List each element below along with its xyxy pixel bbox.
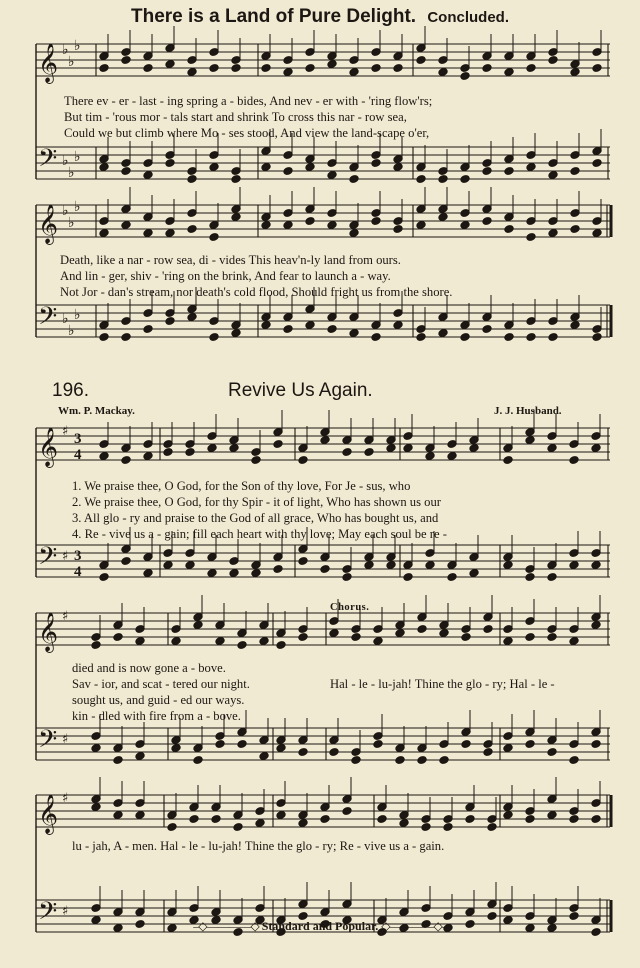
note-head bbox=[425, 561, 435, 570]
note-head bbox=[371, 159, 381, 168]
note-head bbox=[113, 633, 123, 642]
note-head bbox=[351, 756, 361, 765]
note-head bbox=[364, 561, 374, 570]
sharp-icon: ♯ bbox=[62, 549, 69, 564]
note-head bbox=[143, 452, 153, 461]
note-head bbox=[251, 456, 261, 465]
lyric-line: Not Jor - dan's stream, nor death's cold flood, Should fright us from the shore. bbox=[60, 285, 453, 299]
note-head bbox=[386, 561, 396, 570]
note-head bbox=[320, 436, 330, 445]
note-head bbox=[417, 756, 427, 765]
note-head bbox=[504, 68, 514, 77]
note-head bbox=[187, 175, 197, 184]
note-head bbox=[460, 221, 470, 230]
lyric-line: 3. All glo - ry and praise to the God of all grace, Who has bought us, and bbox=[72, 511, 439, 525]
note-head bbox=[591, 815, 601, 824]
note-head bbox=[327, 325, 337, 334]
note-head bbox=[395, 756, 405, 765]
note-head bbox=[592, 333, 602, 342]
hymn1-system1-lyrics bbox=[64, 93, 432, 141]
note-head bbox=[570, 68, 580, 77]
note-head bbox=[439, 629, 449, 638]
note-head bbox=[211, 815, 221, 824]
note-head bbox=[483, 748, 493, 757]
treble-clef-icon: 𝄞 bbox=[38, 427, 59, 467]
note-head bbox=[143, 325, 153, 334]
note-head bbox=[215, 740, 225, 749]
note-head bbox=[231, 64, 241, 73]
flat-icon: ♭ bbox=[68, 54, 75, 70]
note-head bbox=[526, 64, 536, 73]
note-head bbox=[329, 629, 339, 638]
hymn2-system2-verse-lyrics bbox=[72, 660, 250, 724]
note-head bbox=[259, 752, 269, 761]
note-head bbox=[569, 456, 579, 465]
note-head bbox=[447, 573, 457, 582]
note-head bbox=[229, 569, 239, 578]
note-head bbox=[135, 752, 145, 761]
bass-clef-icon: 𝄢 bbox=[38, 725, 58, 760]
footer bbox=[0, 919, 640, 934]
sharp-icon: ♯ bbox=[62, 609, 69, 624]
hymn2-title: Revive Us Again. bbox=[228, 380, 373, 401]
note-head bbox=[329, 748, 339, 757]
hymn1-title: There is a Land of Pure Delight. bbox=[131, 6, 417, 27]
note-head bbox=[237, 740, 247, 749]
note-head bbox=[276, 811, 286, 820]
note-head bbox=[548, 171, 558, 180]
note-head bbox=[261, 64, 271, 73]
note-head bbox=[283, 68, 293, 77]
sharp-icon: ♯ bbox=[62, 904, 69, 919]
time-signature-top: 3 bbox=[74, 431, 82, 447]
note-head bbox=[416, 221, 426, 230]
note-head bbox=[482, 167, 492, 176]
note-head bbox=[171, 744, 181, 753]
flat-icon: ♭ bbox=[62, 42, 69, 58]
note-head bbox=[143, 569, 153, 578]
lyric-line: sought us, and guid - ed our ways. bbox=[72, 693, 245, 707]
note-head bbox=[403, 444, 413, 453]
note-head bbox=[503, 637, 513, 646]
note-head bbox=[189, 815, 199, 824]
note-head bbox=[591, 444, 601, 453]
note-head bbox=[371, 217, 381, 226]
sharp-icon: ♯ bbox=[62, 424, 69, 439]
note-head bbox=[416, 56, 426, 65]
ornament-left-icon: –◇————◇ bbox=[193, 919, 259, 933]
note-head bbox=[231, 329, 241, 338]
note-head bbox=[209, 233, 219, 242]
note-head bbox=[461, 633, 471, 642]
note-head bbox=[417, 625, 427, 634]
note-head bbox=[591, 740, 601, 749]
bass-clef-icon: 𝄢 bbox=[38, 542, 58, 577]
note-head bbox=[298, 748, 308, 757]
note-head bbox=[91, 803, 101, 812]
note-head bbox=[121, 456, 131, 465]
note-head bbox=[504, 333, 514, 342]
note-head bbox=[371, 333, 381, 342]
note-head bbox=[460, 333, 470, 342]
note-head bbox=[465, 815, 475, 824]
note-head bbox=[526, 163, 536, 172]
note-head bbox=[233, 823, 243, 832]
note-head bbox=[259, 637, 269, 646]
hymn2-chorus-lyric: Hal - le - lu-jah! Thine the glo - ry; Hal - le - bbox=[330, 677, 555, 691]
note-head bbox=[276, 744, 286, 753]
time-signature-top: 3 bbox=[74, 548, 82, 564]
time-signature-bottom: 4 bbox=[74, 564, 82, 580]
note-head bbox=[193, 756, 203, 765]
treble-clef-icon: 𝄞 bbox=[38, 794, 59, 834]
note-head bbox=[283, 325, 293, 334]
hymn2-system1-lyrics bbox=[72, 478, 447, 542]
time-signature-bottom: 4 bbox=[74, 447, 82, 463]
flat-icon: ♭ bbox=[62, 311, 69, 327]
lyric-line: 2. We praise thee, O God, for thy Spir - it of light, Who has shown us our bbox=[72, 495, 441, 509]
note-head bbox=[439, 756, 449, 765]
note-head bbox=[251, 569, 261, 578]
lyric-line: Sav - ior, and scat - tered our night. bbox=[72, 677, 250, 691]
hymn2-music-credit: J. J. Husband. bbox=[494, 405, 562, 417]
flat-icon: ♭ bbox=[62, 203, 69, 219]
lyric-line: But tim - 'rous mor - tals start and shrink To cross this nar - row sea, bbox=[64, 110, 407, 124]
note-head bbox=[592, 159, 602, 168]
lyric-line: 1. We praise thee, O God, for the Son of thy love, For Je - sus, who bbox=[72, 479, 411, 493]
note-head bbox=[143, 171, 153, 180]
note-head bbox=[165, 317, 175, 326]
note-head bbox=[237, 641, 247, 650]
note-head bbox=[416, 175, 426, 184]
note-head bbox=[548, 56, 558, 65]
note-head bbox=[121, 557, 131, 566]
note-head bbox=[135, 637, 145, 646]
flat-icon: ♭ bbox=[74, 149, 81, 165]
note-head bbox=[349, 68, 359, 77]
note-head bbox=[438, 175, 448, 184]
note-head bbox=[395, 629, 405, 638]
note-head bbox=[548, 229, 558, 238]
lyric-line: Death, like a nar - row sea, di - vides This heav'n-ly land from ours. bbox=[60, 253, 401, 267]
note-head bbox=[469, 569, 479, 578]
note-head bbox=[99, 452, 109, 461]
ornament-right-icon: ◇————◇– bbox=[381, 919, 447, 933]
note-head bbox=[438, 329, 448, 338]
note-head bbox=[569, 756, 579, 765]
note-head bbox=[298, 819, 308, 828]
note-head bbox=[113, 811, 123, 820]
note-head bbox=[460, 72, 470, 81]
note-head bbox=[461, 740, 471, 749]
note-head bbox=[447, 452, 457, 461]
note-head bbox=[99, 573, 109, 582]
note-head bbox=[99, 163, 109, 172]
note-head bbox=[273, 565, 283, 574]
note-head bbox=[342, 573, 352, 582]
note-head bbox=[327, 60, 337, 69]
treble-clef-icon: 𝄞 bbox=[38, 43, 59, 83]
lyric-line: died and is now gone a - bove. bbox=[72, 661, 226, 675]
note-head bbox=[570, 321, 580, 330]
note-head bbox=[298, 557, 308, 566]
note-head bbox=[320, 565, 330, 574]
note-head bbox=[185, 561, 195, 570]
note-head bbox=[99, 333, 109, 342]
note-head bbox=[503, 561, 513, 570]
note-head bbox=[460, 175, 470, 184]
note-head bbox=[163, 561, 173, 570]
note-head bbox=[143, 64, 153, 73]
flat-icon: ♭ bbox=[74, 38, 81, 54]
hymn2-number: 196. bbox=[52, 380, 89, 401]
note-head bbox=[91, 744, 101, 753]
note-head bbox=[525, 436, 535, 445]
note-head bbox=[193, 621, 203, 630]
note-head bbox=[393, 321, 403, 330]
note-head bbox=[525, 740, 535, 749]
treble-clef-icon: 𝄞 bbox=[38, 612, 59, 652]
note-head bbox=[425, 452, 435, 461]
note-head bbox=[121, 221, 131, 230]
note-head bbox=[547, 444, 557, 453]
note-head bbox=[503, 456, 513, 465]
note-head bbox=[416, 333, 426, 342]
note-head bbox=[261, 321, 271, 330]
note-head bbox=[187, 225, 197, 234]
note-head bbox=[482, 64, 492, 73]
note-head bbox=[482, 217, 492, 226]
note-head bbox=[113, 756, 123, 765]
note-head bbox=[503, 811, 513, 820]
hymn2-system3-lyrics: lu - jah, A - men. Hal - le - lu-jah! Thine the glo - ry; Re - vive us a - gain. bbox=[72, 839, 445, 853]
note-head bbox=[591, 621, 601, 630]
note-head bbox=[320, 815, 330, 824]
note-head bbox=[187, 68, 197, 77]
note-head bbox=[231, 213, 241, 222]
note-head bbox=[207, 444, 217, 453]
note-head bbox=[547, 811, 557, 820]
note-head bbox=[165, 159, 175, 168]
note-head bbox=[167, 823, 177, 832]
note-head bbox=[209, 163, 219, 172]
lyric-line: And lin - ger, shiv - 'ring on the brink, And fear to launch a - way. bbox=[60, 269, 391, 283]
note-head bbox=[526, 333, 536, 342]
note-head bbox=[215, 637, 225, 646]
treble-clef-icon: 𝄞 bbox=[38, 204, 59, 244]
note-head bbox=[99, 64, 109, 73]
chorus-label: Chorus. bbox=[330, 602, 370, 613]
lyric-line: kin - dled with fire from a - bove. bbox=[72, 709, 241, 723]
note-head bbox=[386, 444, 396, 453]
note-head bbox=[185, 448, 195, 457]
note-head bbox=[327, 171, 337, 180]
note-head bbox=[283, 167, 293, 176]
note-head bbox=[570, 225, 580, 234]
bass-clef-icon: 𝄢 bbox=[38, 302, 58, 337]
note-head bbox=[207, 569, 217, 578]
note-head bbox=[298, 633, 308, 642]
bass-clef-icon: 𝄢 bbox=[38, 144, 58, 179]
note-head bbox=[229, 444, 239, 453]
note-head bbox=[569, 561, 579, 570]
note-head bbox=[503, 744, 513, 753]
note-head bbox=[342, 807, 352, 816]
note-head bbox=[305, 64, 315, 73]
note-head bbox=[209, 333, 219, 342]
flat-icon: ♭ bbox=[68, 165, 75, 181]
note-head bbox=[482, 325, 492, 334]
note-head bbox=[276, 641, 286, 650]
note-head bbox=[121, 56, 131, 65]
note-head bbox=[349, 229, 359, 238]
note-head bbox=[371, 64, 381, 73]
flat-icon: ♭ bbox=[68, 215, 75, 231]
note-head bbox=[99, 229, 109, 238]
lyric-line: There ev - er - last - ing spring a - bides, And nev - er with - 'ring flow'rs; bbox=[64, 94, 433, 108]
note-head bbox=[305, 217, 315, 226]
note-head bbox=[305, 163, 315, 172]
note-head bbox=[165, 60, 175, 69]
note-head bbox=[569, 815, 579, 824]
note-head bbox=[342, 448, 352, 457]
note-head bbox=[438, 68, 448, 77]
note-head bbox=[443, 823, 453, 832]
note-head bbox=[373, 637, 383, 646]
note-head bbox=[364, 448, 374, 457]
note-head bbox=[305, 321, 315, 330]
bass-clef-icon: 𝄢 bbox=[38, 897, 58, 932]
note-head bbox=[547, 573, 557, 582]
note-head bbox=[421, 823, 431, 832]
note-head bbox=[487, 823, 497, 832]
note-head bbox=[592, 229, 602, 238]
note-head bbox=[469, 444, 479, 453]
flat-icon: ♭ bbox=[68, 323, 75, 339]
sharp-icon: ♯ bbox=[62, 732, 69, 747]
note-head bbox=[547, 748, 557, 757]
note-head bbox=[298, 456, 308, 465]
flat-icon: ♭ bbox=[74, 199, 81, 215]
note-head bbox=[373, 740, 383, 749]
note-head bbox=[231, 175, 241, 184]
note-head bbox=[121, 333, 131, 342]
note-head bbox=[273, 440, 283, 449]
note-head bbox=[592, 64, 602, 73]
note-head bbox=[393, 225, 403, 234]
hymn1-subtitle: Concluded. bbox=[427, 9, 509, 26]
note-head bbox=[438, 213, 448, 222]
note-head bbox=[261, 221, 271, 230]
note-head bbox=[591, 561, 601, 570]
note-head bbox=[525, 573, 535, 582]
note-head bbox=[570, 167, 580, 176]
note-head bbox=[393, 163, 403, 172]
lyric-line: 4. Re - vive us a - gain; fill each heart with thy love; May each soul be re - bbox=[72, 527, 447, 541]
note-head bbox=[135, 811, 145, 820]
note-head bbox=[504, 225, 514, 234]
note-head bbox=[283, 221, 293, 230]
note-head bbox=[377, 815, 387, 824]
note-head bbox=[349, 175, 359, 184]
note-head bbox=[209, 64, 219, 73]
note-head bbox=[349, 329, 359, 338]
note-head bbox=[91, 641, 101, 650]
note-head bbox=[163, 448, 173, 457]
note-head bbox=[121, 167, 131, 176]
note-head bbox=[393, 64, 403, 73]
note-head bbox=[255, 819, 265, 828]
flat-icon: ♭ bbox=[74, 307, 81, 323]
hymn1-system2-lyrics bbox=[60, 252, 452, 300]
note-head bbox=[187, 313, 197, 322]
note-head bbox=[525, 633, 535, 642]
lyric-line: Could we but climb where Mo - ses stood, And view the land-scape o'er, bbox=[64, 126, 430, 140]
flat-icon: ♭ bbox=[62, 153, 69, 169]
note-head bbox=[504, 167, 514, 176]
note-head bbox=[261, 163, 271, 172]
note-head bbox=[569, 637, 579, 646]
note-head bbox=[327, 221, 337, 230]
note-head bbox=[399, 819, 409, 828]
sharp-icon: ♯ bbox=[62, 791, 69, 806]
note-head bbox=[351, 633, 361, 642]
note-head bbox=[526, 233, 536, 242]
hymn2-words-credit: Wm. P. Mackay. bbox=[58, 405, 135, 417]
note-head bbox=[483, 625, 493, 634]
note-head bbox=[548, 333, 558, 342]
note-head bbox=[165, 229, 175, 238]
note-head bbox=[525, 815, 535, 824]
note-head bbox=[547, 633, 557, 642]
note-head bbox=[171, 637, 181, 646]
note-head bbox=[143, 229, 153, 238]
footer-text: Standard and Popular. bbox=[261, 919, 379, 933]
note-head bbox=[403, 573, 413, 582]
